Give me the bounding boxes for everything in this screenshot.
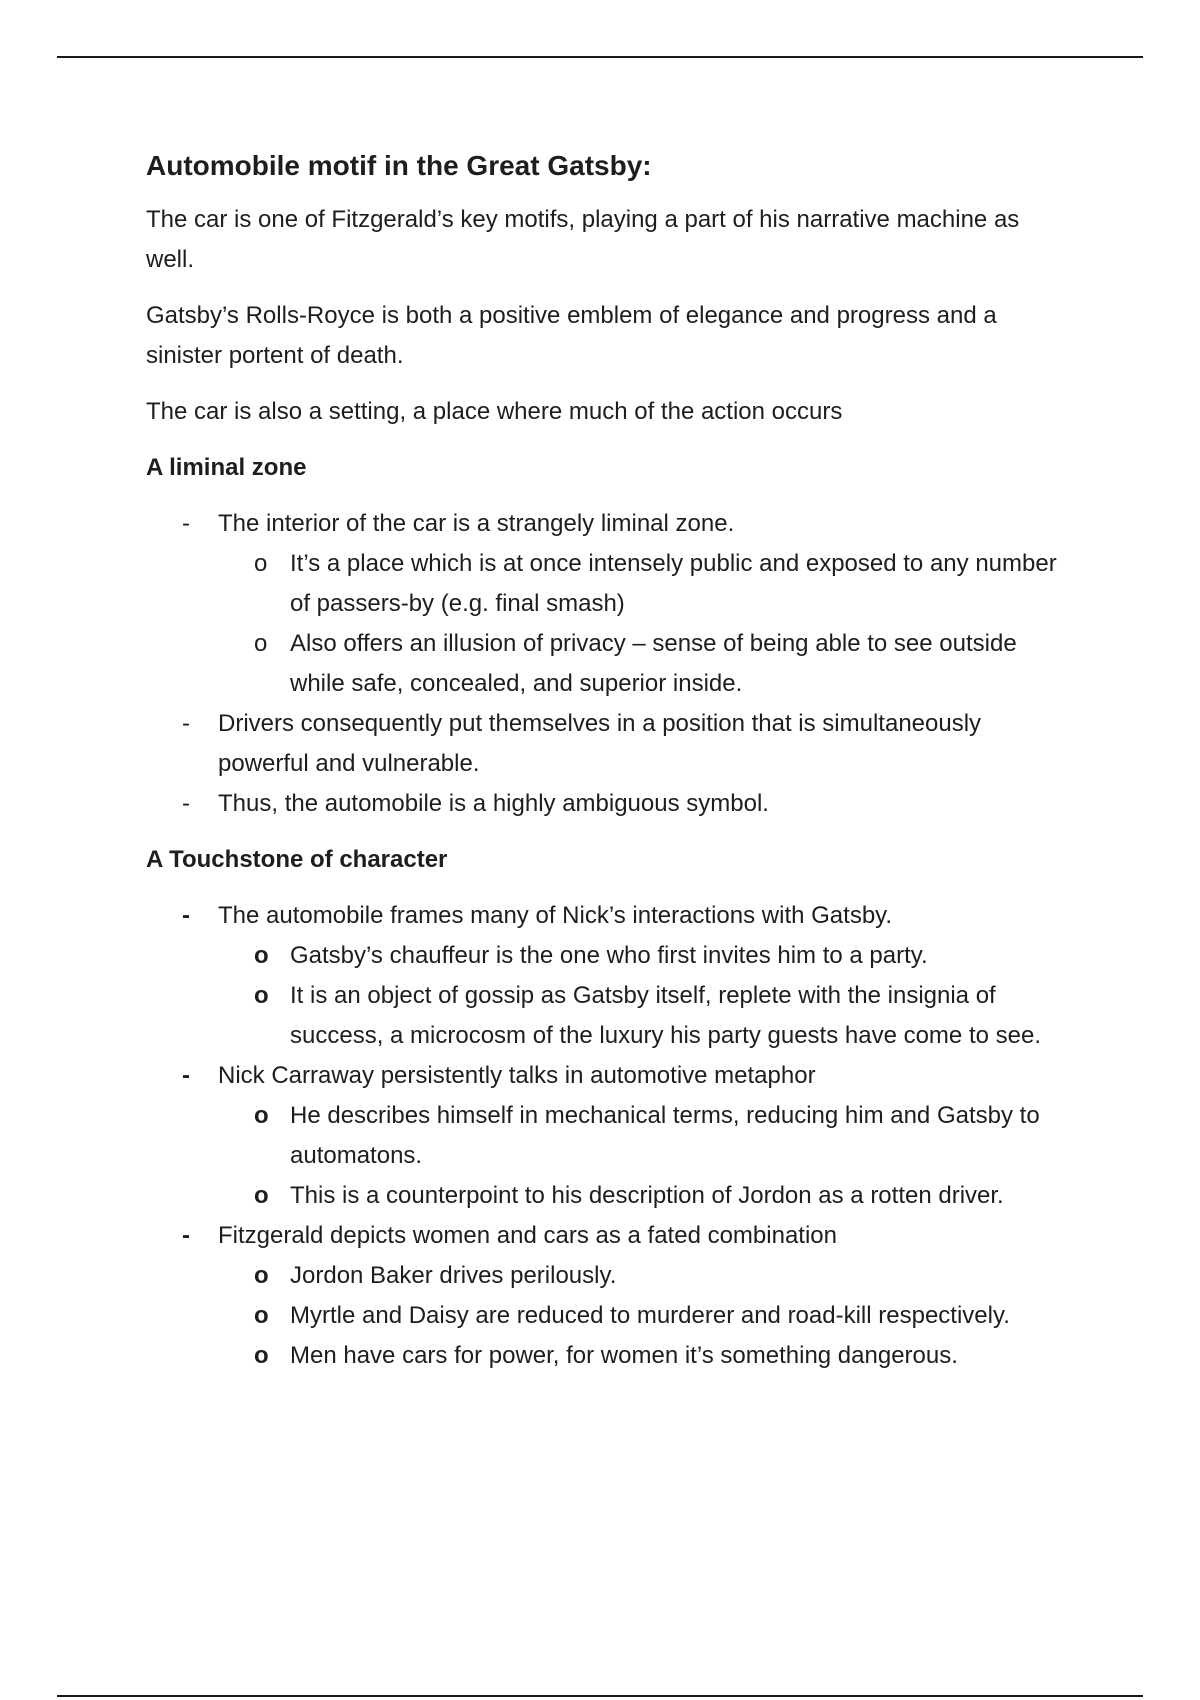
circle-bullet-icon: o [254, 550, 268, 577]
list-item [146, 504, 1066, 704]
header-rule [57, 56, 1143, 58]
sub-list-item-text: It’s a place which is at once intensely public and exposed to any number of passers-by (e.g. final smash) [290, 550, 1057, 617]
sub-list-item [218, 1336, 1066, 1376]
list-item-text: Fitzgerald depicts women and cars as a fated combination [218, 1222, 837, 1249]
circle-bullet-icon: o [254, 1302, 269, 1329]
dash-bullet-icon: - [182, 902, 190, 929]
circle-bullet-icon: o [254, 1262, 269, 1289]
sub-list-item-text: Myrtle and Daisy are reduced to murderer and road-kill respectively. [290, 1302, 1010, 1329]
sub-list-item-text: Men have cars for power, for women it’s something dangerous. [290, 1342, 958, 1369]
sub-list-item-text: This is a counterpoint to his description of Jordon as a rotten driver. [290, 1182, 1004, 1209]
document-title: Automobile motif in the Great Gatsby: [146, 150, 652, 181]
sub-list-item [218, 1256, 1066, 1296]
sub-bullet-list [218, 1096, 1066, 1216]
sub-bullet-list [218, 544, 1066, 704]
list-item [146, 1056, 1066, 1216]
circle-bullet-icon: o [254, 1102, 269, 1129]
paragraph: The car is one of Fitzgerald’s key motifs, playing a part of his narrative machine as well. [146, 206, 1020, 273]
document-body [146, 146, 1066, 1392]
dash-bullet-icon: - [182, 1222, 190, 1249]
dash-bullet-icon: - [182, 1062, 190, 1089]
sub-list-item-text: Jordon Baker drives perilously. [290, 1262, 617, 1289]
list-item-text: The interior of the car is a strangely liminal zone. [218, 510, 735, 537]
list-item-text: Drivers consequently put themselves in a position that is simultaneously powerful and vulnerable. [218, 710, 982, 777]
list-item-text: Nick Carraway persistently talks in automotive metaphor [218, 1062, 816, 1089]
sub-list-item [218, 936, 1066, 976]
list-item [146, 1216, 1066, 1376]
list-item-text: Thus, the automobile is a highly ambiguous symbol. [218, 790, 769, 817]
sub-list-item [218, 976, 1066, 1056]
sub-list-item-text: He describes himself in mechanical terms, reducing him and Gatsby to automatons. [290, 1102, 1040, 1169]
bullet-list [146, 504, 1066, 824]
sub-bullet-list [218, 1256, 1066, 1376]
circle-bullet-icon: o [254, 982, 269, 1009]
list-item-text: The automobile frames many of Nick’s interactions with Gatsby. [218, 902, 893, 929]
circle-bullet-icon: o [254, 630, 268, 657]
sub-list-item-text: It is an object of gossip as Gatsby itself, replete with the insignia of success, a microcosm of the luxury his party guests have come to see. [290, 982, 1041, 1049]
section-heading: A liminal zone [146, 454, 307, 481]
sub-list-item [218, 544, 1066, 624]
bullet-list [146, 896, 1066, 1376]
dash-bullet-icon: - [182, 510, 190, 537]
dash-bullet-icon: - [182, 790, 190, 817]
list-item [146, 704, 1066, 784]
dash-bullet-icon: - [182, 710, 190, 737]
sub-list-item [218, 1096, 1066, 1176]
sub-list-item [218, 1176, 1066, 1216]
circle-bullet-icon: o [254, 942, 269, 969]
circle-bullet-icon: o [254, 1182, 269, 1209]
sub-list-item [218, 1296, 1066, 1336]
circle-bullet-icon: o [254, 1342, 269, 1369]
sub-list-item-text: Also offers an illusion of privacy – sense of being able to see outside while safe, concealed, and superior inside. [290, 630, 1017, 697]
paragraph: Gatsby’s Rolls-Royce is both a positive emblem of elegance and progress and a sinister portent of death. [146, 302, 997, 369]
list-item [146, 784, 1066, 824]
sub-list-item-text: Gatsby’s chauffeur is the one who first invites him to a party. [290, 942, 928, 969]
sub-list-item [218, 624, 1066, 704]
footer-rule [57, 1695, 1143, 1697]
section-heading: A Touchstone of character [146, 846, 448, 873]
sub-bullet-list [218, 936, 1066, 1056]
paragraph: The car is also a setting, a place where much of the action occurs [146, 398, 843, 425]
list-item [146, 896, 1066, 1056]
